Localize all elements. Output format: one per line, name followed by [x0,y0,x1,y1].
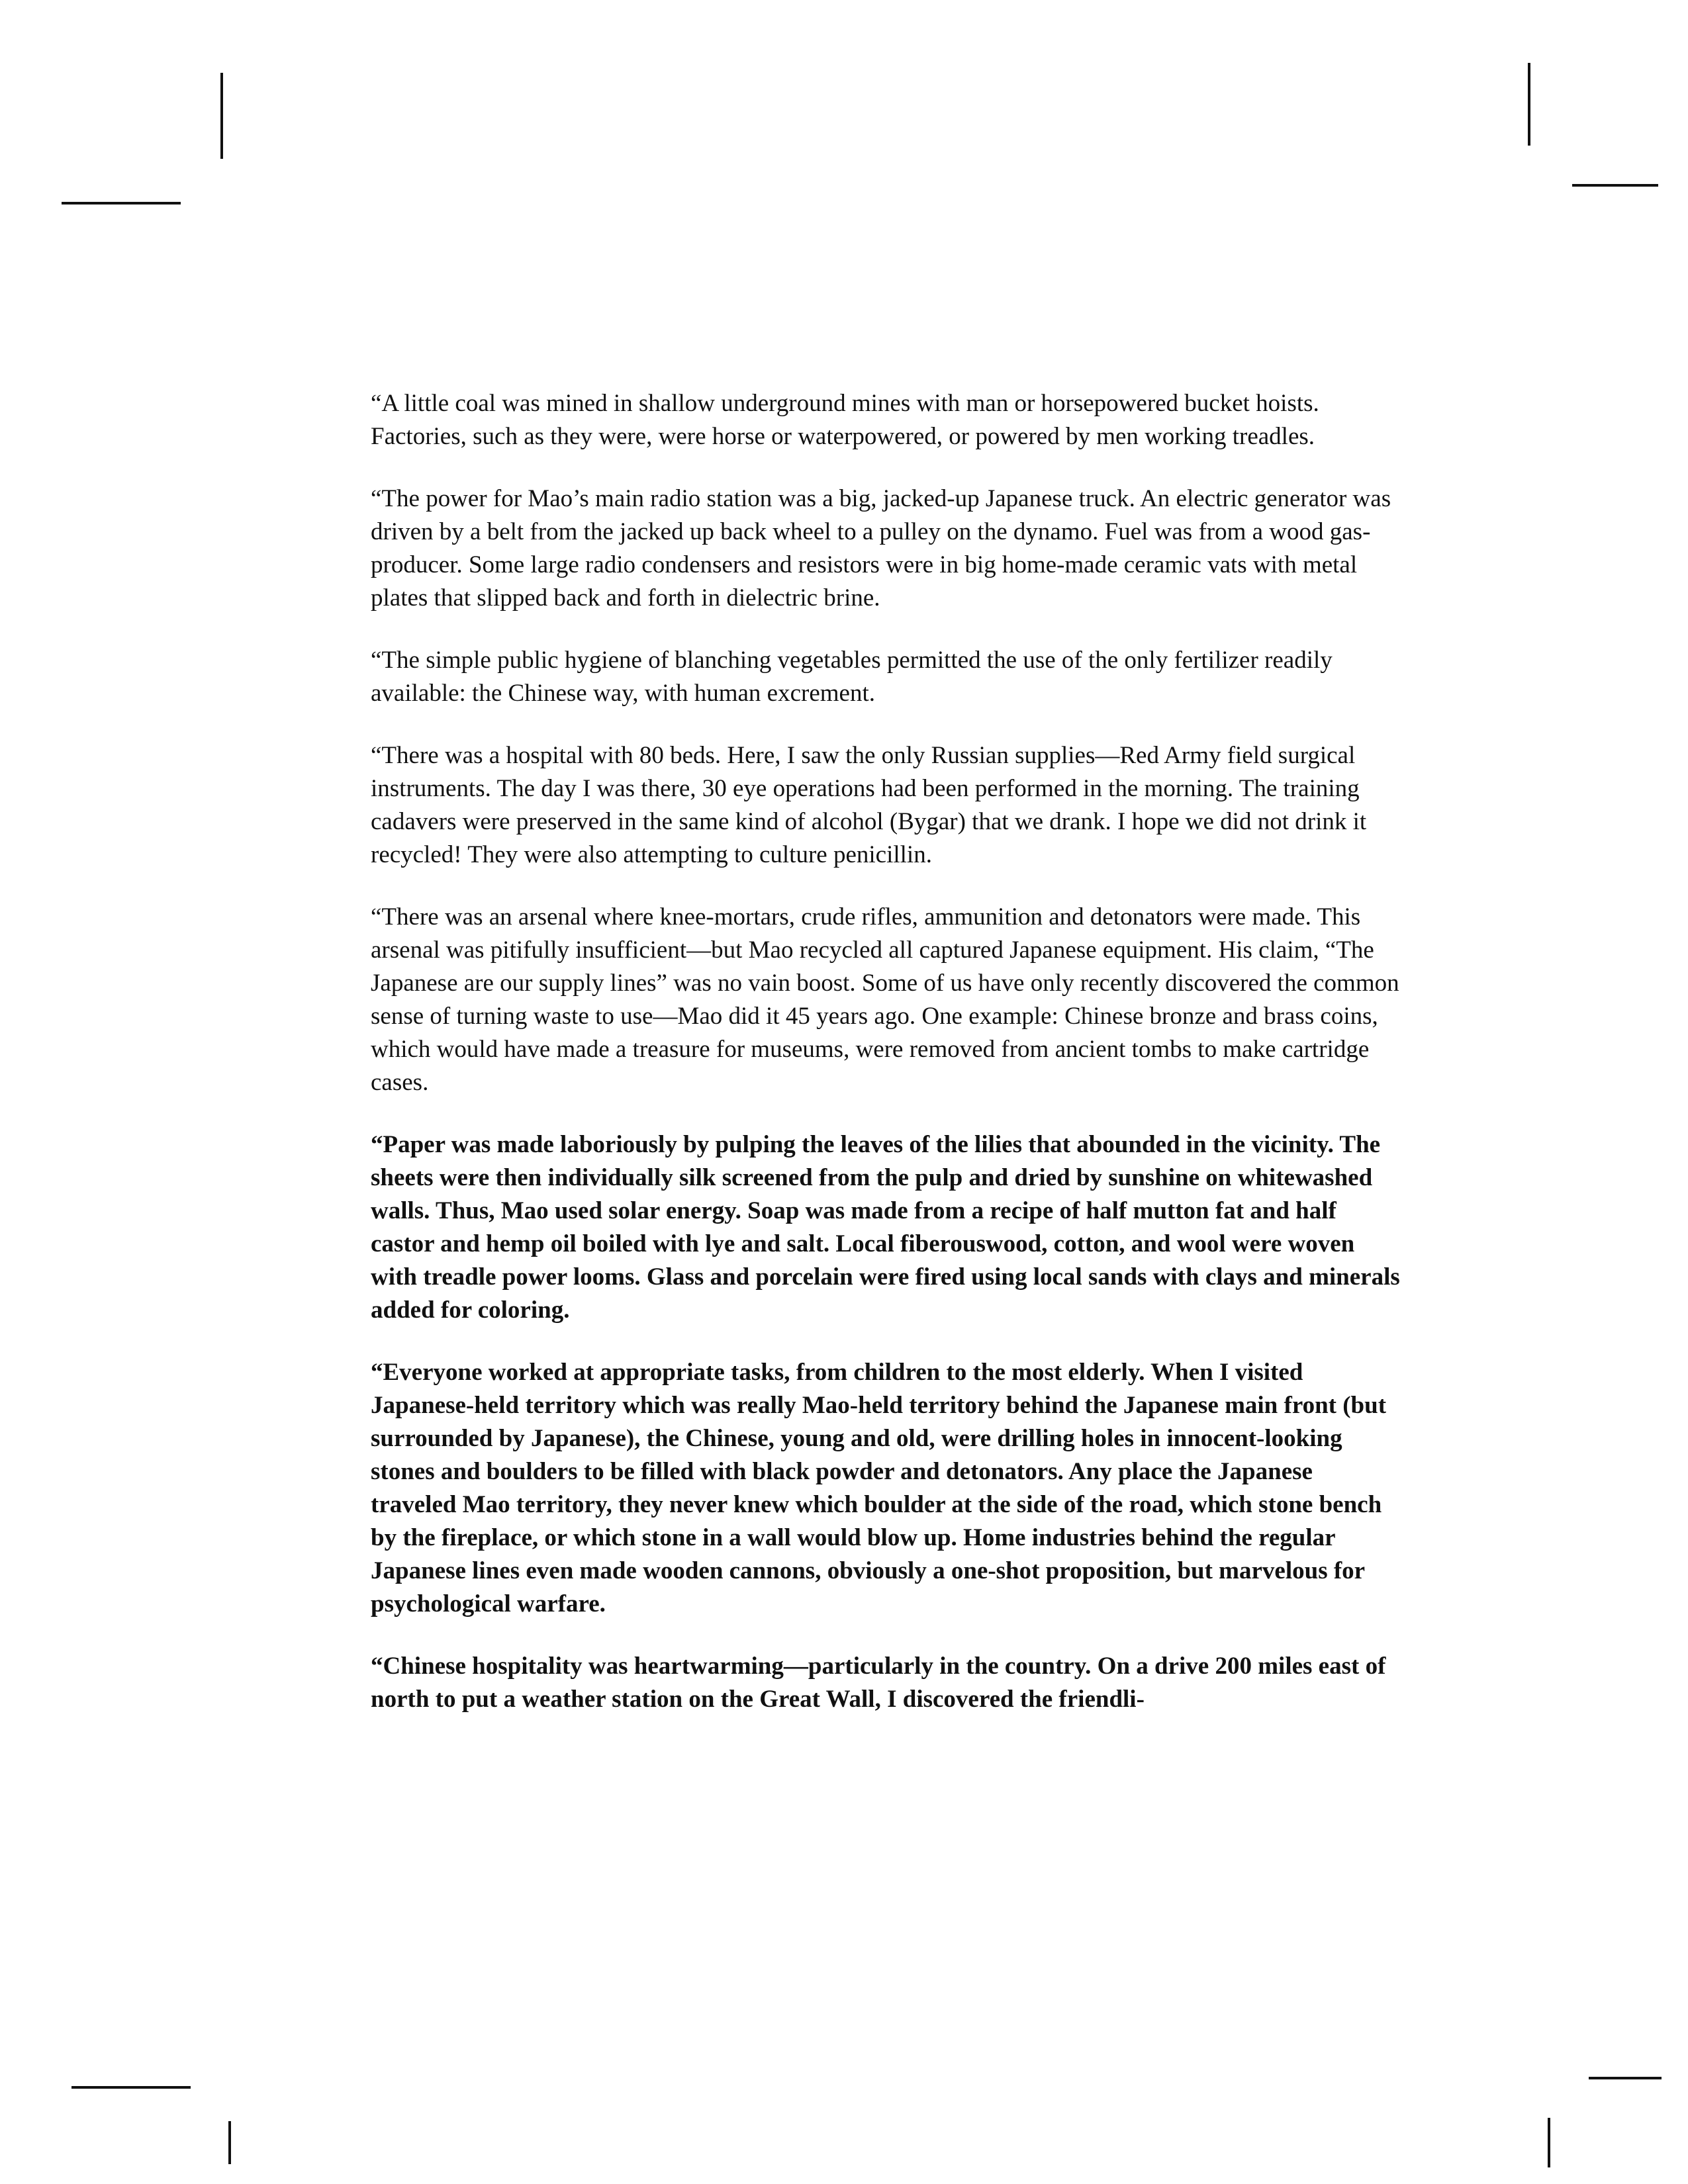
paragraph-everyone-worked: “Everyone worked at appropriate tasks, from children to the most elderly. When I visited Japanese-held territory which was really Mao-held territory behind the Japanese main front (but surrounded by Japanese), the Chinese, young and old, were drilling holes in innocent-looking stones and boulders to be filled with black powder and detonators. Any place the Japanese traveled Mao territory, they never knew which boulder at the side of the road, which stone bench by the fireplace, or which stone in a wall would blow up. Home industries behind the regular Japanese lines even made wooden cannons, obviously a one-shot proposition, but marvelous for psychological warfare. [371,1359,1387,1617]
paragraph-public-hygiene: “The simple public hygiene of blanching vegetables permitted the use of the only fertilizer readily available: the Chinese way, with human excrement. [371,647,1333,707]
crop-mark-bottom-right-horizontal [1589,2077,1662,2079]
crop-mark-top-left-horizontal [62,202,181,205]
crop-mark-bottom-left-vertical [228,2121,231,2164]
paragraph-coal-mines: “A little coal was mined in shallow underground mines with man or horsepowered bucket hoists. Factories, such as they were, were horse or waterpowered, or powered by men working treadles. [371,390,1319,450]
paragraph-hospitality: “Chinese hospitality was heartwarming—particularly in the country. On a drive 200 miles east of north to put a weather station on the Great Wall, I discovered the friendli- [371,1653,1386,1713]
paragraph-paper-soap: “Paper was made laboriously by pulping the leaves of the lilies that abounded in the vicinity. The sheets were then individually silk screened from the pulp and dried by sunshine on whitewashed walls. Thus, Mao used solar energy. Soap was made from a recipe of half mutton fat and half castor and hemp oil boiled with lye and salt. Local fiberouswood, cotton, and wool were woven with treadle power looms. Glass and porcelain were fired using local sands with clays and minerals added for coloring. [371,1131,1400,1324]
paragraph-radio-station: “The power for Mao’s main radio station was a big, jacked-up Japanese truck. An electric generator was driven by a belt from the jacked up back wheel to a pulley on the dynamo. Fuel was from a wood gas-producer. Some large radio condensers and resistors were in big home-made ceramic vats with metal plates that slipped back and forth in dielectric brine. [371,485,1391,612]
crop-mark-bottom-left-horizontal [71,2086,191,2089]
crop-mark-top-left-vertical [220,73,223,159]
crop-mark-bottom-right-vertical [1548,2118,1550,2167]
paragraph-arsenal: “There was an arsenal where knee-mortars, crude rifles, ammunition and detonators were made. This arsenal was pitifully insufficient—but Mao recycled all captured Japanese equipment. His claim, “The Japanese are our supply lines” was no vain boost. Some of us have only recently discovered the common sense of turning waste to use—Mao did it 45 years ago. One example: Chinese bronze and brass coins, which would have made a treasure for museums, were removed from ancient tombs to make cartridge cases. [371,903,1399,1096]
body-text [371,387,1403,1745]
crop-mark-top-right-vertical [1528,63,1530,146]
crop-mark-top-right-horizontal [1572,184,1658,187]
paragraph-hospital: “There was a hospital with 80 beds. Here, I saw the only Russian supplies—Red Army field surgical instruments. The day I was there, 30 eye operations had been performed in the morning. The training cadavers were preserved in the same kind of alcohol (Bygar) that we drank. I hope we did not drink it recycled! They were also attempting to culture penicillin. [371,742,1367,868]
